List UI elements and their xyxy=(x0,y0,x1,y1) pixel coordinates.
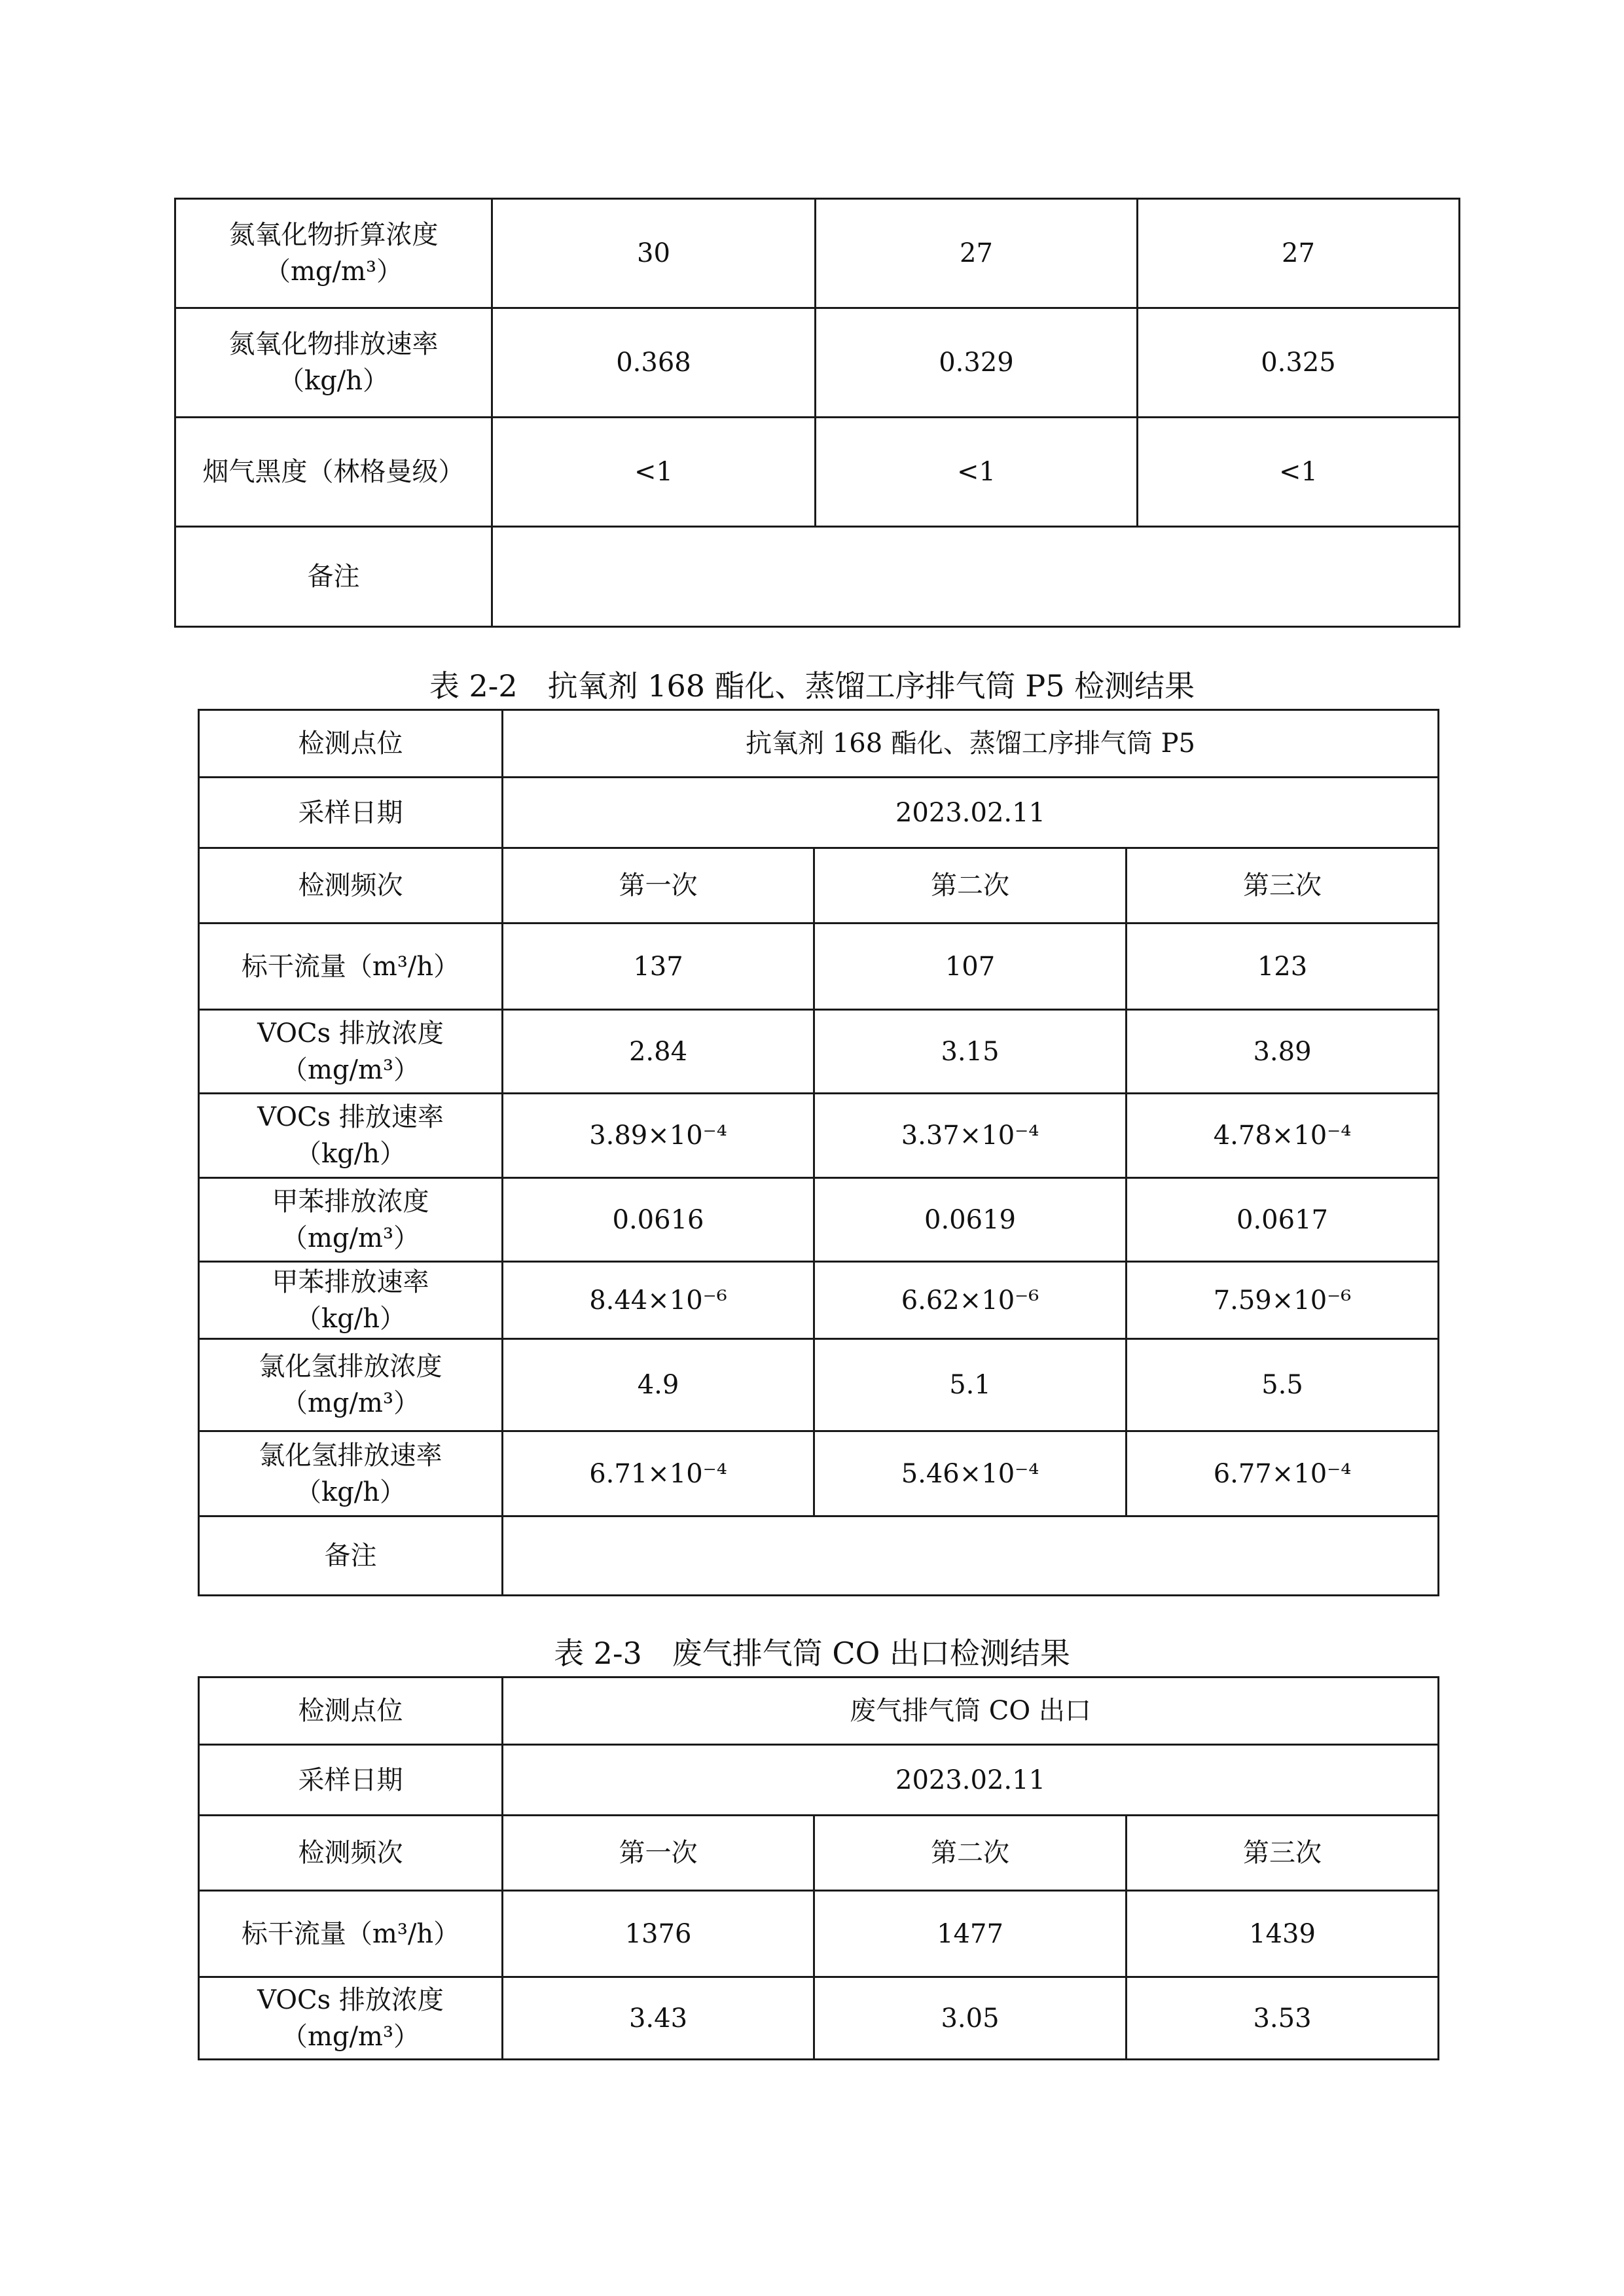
table-2-3 xyxy=(198,1676,1439,2060)
value-cell: 0.0619 xyxy=(814,1178,1127,1262)
value-cell: 8.44×10⁻⁶ xyxy=(503,1262,814,1339)
value-cell: 27 xyxy=(1138,199,1460,308)
row-label-nox-converted: 氮氧化物折算浓度 （mg/m³） xyxy=(175,199,492,308)
table-row xyxy=(199,1339,1439,1431)
freq-header: 第二次 xyxy=(814,848,1127,924)
freq-header: 第一次 xyxy=(503,1816,814,1891)
row-label-flow: 标干流量（m³/h） xyxy=(199,1891,503,1977)
row-label-hcl-rate: 氯化氢排放速率 （kg/h） xyxy=(199,1431,503,1516)
value-cell: 1477 xyxy=(814,1891,1127,1977)
table-2-3-caption: 表 2-3 废气排气筒 CO 出口检测结果 xyxy=(554,1636,1070,1671)
value-cell: 3.89×10⁻⁴ xyxy=(503,1094,814,1178)
freq-header: 第三次 xyxy=(1127,848,1439,924)
value-cell: 2.84 xyxy=(503,1010,814,1094)
value-cell: 5.1 xyxy=(814,1339,1127,1431)
value-cell: 5.46×10⁻⁴ xyxy=(814,1431,1127,1516)
row-label-hcl-concentration: 氯化氢排放浓度 （mg/m³） xyxy=(199,1339,503,1431)
value-cell: 3.43 xyxy=(503,1977,814,2060)
table-row xyxy=(199,1891,1439,1977)
row-label-nox-rate: 氮氧化物排放速率 （kg/h） xyxy=(175,308,492,418)
point-value: 废气排气筒 CO 出口 xyxy=(503,1677,1439,1745)
row-label-smoke-blackness: 烟气黑度（林格曼级） xyxy=(175,418,492,527)
point-value: 抗氧剂 168 酯化、蒸馏工序排气筒 P5 xyxy=(503,710,1439,778)
freq-header: 第一次 xyxy=(503,848,814,924)
value-cell: 0.368 xyxy=(492,308,816,418)
table-row xyxy=(199,1516,1439,1596)
value-cell: 6.62×10⁻⁶ xyxy=(814,1262,1127,1339)
value-cell: 1376 xyxy=(503,1891,814,1977)
table-row xyxy=(175,527,1460,627)
value-cell: 27 xyxy=(816,199,1138,308)
row-label-vocs-concentration: VOCs 排放浓度 （mg/m³） xyxy=(199,1977,503,2060)
value-cell: 1439 xyxy=(1127,1891,1439,1977)
value-cell: 107 xyxy=(814,924,1127,1010)
value-cell: 4.78×10⁻⁴ xyxy=(1127,1094,1439,1178)
row-label-toluene-rate: 甲苯排放速率 （kg/h） xyxy=(199,1262,503,1339)
note-value xyxy=(503,1516,1439,1596)
row-label-vocs-rate: VOCs 排放速率 （kg/h） xyxy=(199,1094,503,1178)
value-cell: 0.0616 xyxy=(503,1178,814,1262)
value-cell: 0.325 xyxy=(1138,308,1460,418)
date-label: 采样日期 xyxy=(199,778,503,848)
note-label: 备注 xyxy=(199,1516,503,1596)
value-cell: 3.05 xyxy=(814,1977,1127,2060)
value-cell: 6.71×10⁻⁴ xyxy=(503,1431,814,1516)
table-row xyxy=(199,1745,1439,1816)
value-cell: 0.329 xyxy=(816,308,1138,418)
table-row xyxy=(199,924,1439,1010)
value-cell: <1 xyxy=(492,418,816,527)
table-row xyxy=(199,1010,1439,1094)
value-cell: 0.0617 xyxy=(1127,1178,1439,1262)
date-value: 2023.02.11 xyxy=(503,778,1439,848)
table-row xyxy=(199,710,1439,778)
table-row xyxy=(199,1178,1439,1262)
value-cell: 3.89 xyxy=(1127,1010,1439,1094)
value-cell: 137 xyxy=(503,924,814,1010)
row-label-toluene-concentration: 甲苯排放浓度 （mg/m³） xyxy=(199,1178,503,1262)
value-cell: 5.5 xyxy=(1127,1339,1439,1431)
value-cell: <1 xyxy=(816,418,1138,527)
table-row xyxy=(199,848,1439,924)
value-cell: 6.77×10⁻⁴ xyxy=(1127,1431,1439,1516)
table-row xyxy=(199,1977,1439,2060)
table-row xyxy=(199,1094,1439,1178)
value-cell: 4.9 xyxy=(503,1339,814,1431)
table-row xyxy=(199,1262,1439,1339)
value-cell: 123 xyxy=(1127,924,1439,1010)
value-cell: 30 xyxy=(492,199,816,308)
table-row xyxy=(199,1431,1439,1516)
value-cell: <1 xyxy=(1138,418,1460,527)
row-label-flow: 标干流量（m³/h） xyxy=(199,924,503,1010)
table-row xyxy=(175,308,1460,418)
table-row xyxy=(199,778,1439,848)
freq-label: 检测频次 xyxy=(199,1816,503,1891)
value-cell: 3.37×10⁻⁴ xyxy=(814,1094,1127,1178)
table-row xyxy=(199,1816,1439,1891)
point-label: 检测点位 xyxy=(199,710,503,778)
freq-header: 第二次 xyxy=(814,1816,1127,1891)
table-2-2 xyxy=(198,709,1439,1596)
freq-label: 检测频次 xyxy=(199,848,503,924)
table-2-2-caption: 表 2-2 抗氧剂 168 酯化、蒸馏工序排气筒 P5 检测结果 xyxy=(429,668,1195,704)
date-value: 2023.02.11 xyxy=(503,1745,1439,1816)
date-label: 采样日期 xyxy=(199,1745,503,1816)
value-cell: 7.59×10⁻⁶ xyxy=(1127,1262,1439,1339)
note-value xyxy=(492,527,1460,627)
table-row xyxy=(175,418,1460,527)
table-row xyxy=(175,199,1460,308)
table-1-continued xyxy=(174,198,1460,628)
freq-header: 第三次 xyxy=(1127,1816,1439,1891)
table-row xyxy=(199,1677,1439,1745)
row-label-vocs-concentration: VOCs 排放浓度 （mg/m³） xyxy=(199,1010,503,1094)
value-cell: 3.53 xyxy=(1127,1977,1439,2060)
note-label: 备注 xyxy=(175,527,492,627)
value-cell: 3.15 xyxy=(814,1010,1127,1094)
point-label: 检测点位 xyxy=(199,1677,503,1745)
